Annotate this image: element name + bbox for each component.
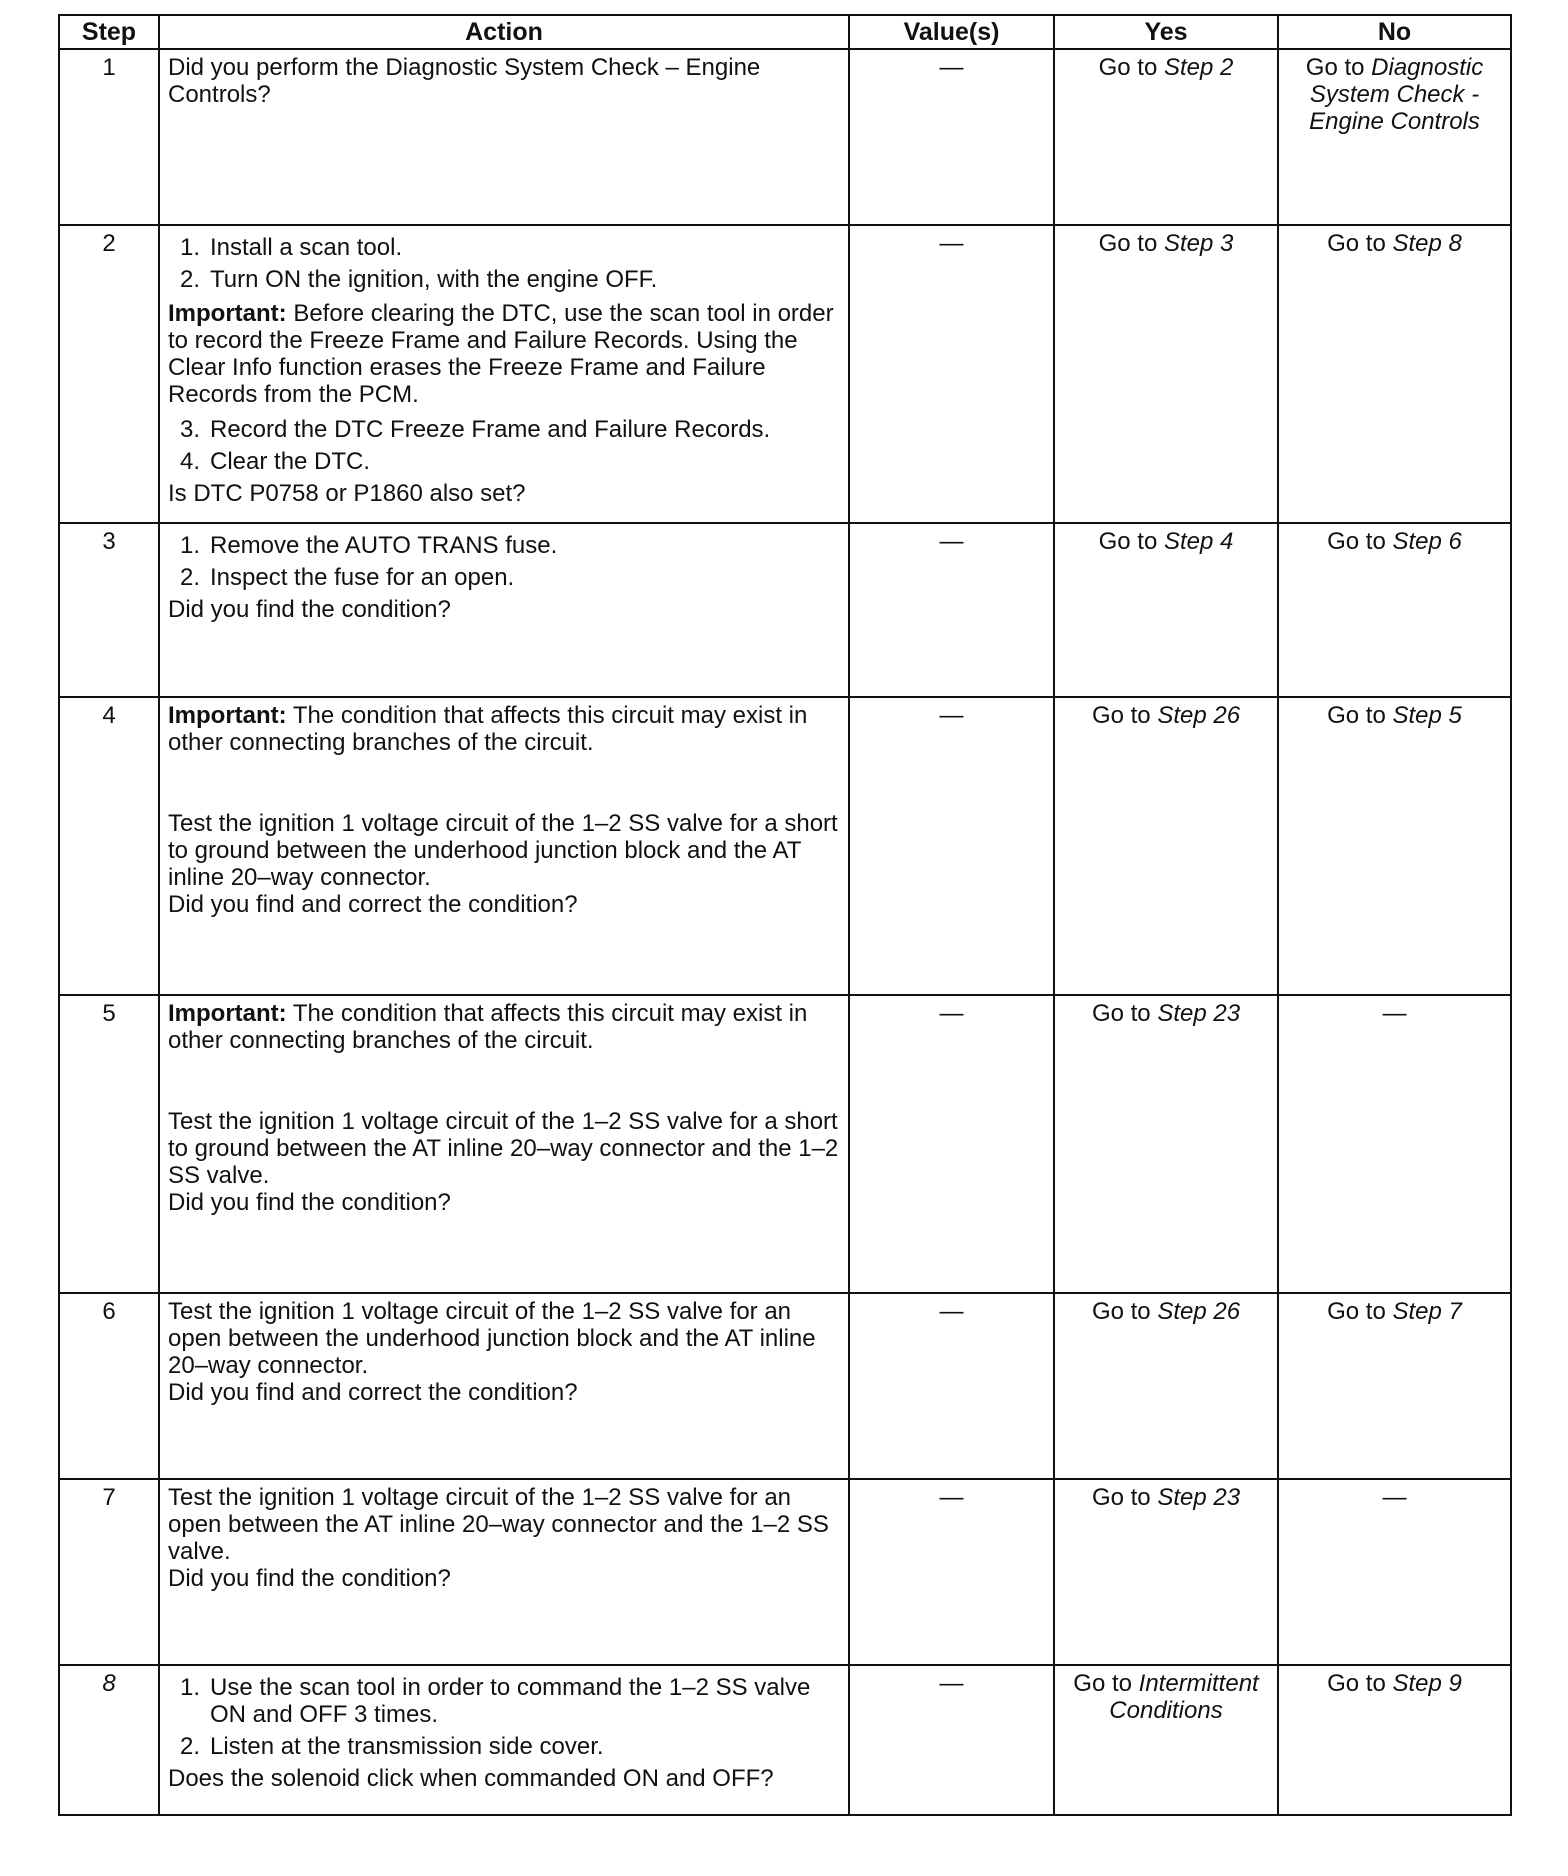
action-text: Test the ignition 1 voltage circuit of the 1–2 SS valve for an open between the underhood junction block and the AT inline 20–way connector. — [168, 1298, 816, 1379]
list-item: 2. Listen at the transmission side cover. — [179, 1733, 604, 1760]
list-item: 3. Record the DTC Freeze Frame and Failure Records. — [179, 416, 771, 443]
important-note: Important: Before clearing the DTC, use the scan tool in order to record the Freeze Frame and Failure Records. Using the Clear Info function erases the Freeze Frame and Failure Records from the PCM. — [168, 300, 834, 408]
no-goto: Go to Step 9 — [1327, 1670, 1462, 1697]
action-cell — [159, 225, 849, 523]
value-dash: — — [849, 49, 1054, 225]
header-no: No — [1278, 15, 1511, 49]
yes-cell — [1054, 1479, 1278, 1665]
table-row — [59, 697, 1511, 995]
list-item: 2. Inspect the fuse for an open. — [179, 564, 515, 591]
table-row — [59, 1665, 1511, 1815]
action-cell — [159, 49, 849, 225]
action-text: Test the ignition 1 voltage circuit of the 1–2 SS valve for a short to ground between the AT inline 20–way connector and the 1–2 SS valve. — [168, 1108, 839, 1189]
action-cell — [159, 523, 849, 697]
action-list — [168, 412, 840, 480]
step-number: 3 — [59, 523, 159, 697]
diagnostic-table — [58, 14, 1512, 1816]
yes-cell — [1054, 995, 1278, 1293]
action-cell — [159, 1293, 849, 1479]
table-row — [59, 225, 1511, 523]
list-item: 4. Clear the DTC. — [179, 448, 371, 475]
no-goto: Go to Step 5 — [1327, 702, 1462, 729]
action-list — [168, 1670, 840, 1765]
table-row — [59, 1293, 1511, 1479]
action-cell — [159, 1665, 849, 1815]
action-question: Did you find the condition? — [168, 596, 451, 623]
yes-goto: Go to Step 23 — [1091, 1000, 1241, 1027]
value-dash: — — [849, 1665, 1054, 1815]
yes-target: Step 3 — [1163, 230, 1234, 257]
yes-cell — [1054, 225, 1278, 523]
yes-cell — [1054, 1293, 1278, 1479]
list-item: 1. Install a scan tool. — [179, 234, 403, 261]
value-dash: — — [849, 523, 1054, 697]
no-goto: Go to Step 6 — [1327, 528, 1462, 555]
value-dash: — — [849, 697, 1054, 995]
action-question: Did you find and correct the condition? — [168, 1379, 578, 1406]
list-item: 1. Remove the AUTO TRANS fuse. — [179, 532, 558, 559]
action-list — [168, 528, 840, 596]
action-cell — [159, 995, 849, 1293]
no-cell — [1278, 523, 1511, 697]
action-text: Did you perform the Diagnostic System Check – Engine Controls? — [168, 54, 761, 108]
yes-goto: Go to Step 3 — [1098, 230, 1234, 257]
action-text: Test the ignition 1 voltage circuit of the 1–2 SS valve for an open between the AT inline 20–way connector and the 1–2 SS valve. — [168, 1484, 829, 1565]
list-item: 1. Use the scan tool in order to command the 1–2 SS valve ON and OFF 3 times. — [179, 1674, 811, 1728]
value-dash: — — [849, 995, 1054, 1293]
header-value: Value(s) — [849, 15, 1054, 49]
yes-cell — [1054, 523, 1278, 697]
step-number: 2 — [59, 225, 159, 523]
yes-target: Step 2 — [1163, 54, 1234, 81]
step-number: 5 — [59, 995, 159, 1293]
no-cell — [1278, 697, 1511, 995]
yes-goto: Go to Step 4 — [1098, 528, 1234, 555]
no-dash: — — [1278, 1479, 1511, 1665]
step-number: 6 — [59, 1293, 159, 1479]
action-cell — [159, 697, 849, 995]
important-note: Important: The condition that affects this circuit may exist in other connecting branches of the circuit. — [168, 1000, 808, 1054]
yes-cell — [1054, 697, 1278, 995]
no-goto: Go to Step 7 — [1327, 1298, 1462, 1325]
header-yes: Yes — [1054, 15, 1278, 49]
action-question: Did you find and correct the condition? — [168, 891, 578, 918]
yes-target: Step 26 — [1157, 1298, 1241, 1325]
step-number: 4 — [59, 697, 159, 995]
no-goto: Go to Diagnostic System Check - Engine Controls — [1305, 54, 1484, 135]
important-note: Important: The condition that affects this circuit may exist in other connecting branches of the circuit. — [168, 702, 808, 756]
action-question: Did you find the condition? — [168, 1189, 451, 1216]
no-target: Step 9 — [1392, 1670, 1462, 1697]
no-target: Step 7 — [1392, 1298, 1462, 1325]
action-text: Test the ignition 1 voltage circuit of the 1–2 SS valve for a short to ground between the underhood junction block and the AT inline 20–way connector. — [168, 810, 838, 891]
step-number: 1 — [59, 49, 159, 225]
no-cell — [1278, 49, 1511, 225]
action-list — [168, 230, 840, 298]
yes-goto: Go to Step 26 — [1091, 1298, 1241, 1325]
action-question: Does the solenoid click when commanded ON and OFF? — [168, 1765, 774, 1792]
yes-target: Step 23 — [1157, 1484, 1241, 1511]
table-row — [59, 523, 1511, 697]
header-step: Step — [59, 15, 159, 49]
yes-cell — [1054, 1665, 1278, 1815]
table-row — [59, 49, 1511, 225]
yes-target: Step 23 — [1157, 1000, 1241, 1027]
action-question: Is DTC P0758 or P1860 also set? — [168, 480, 526, 507]
value-dash: — — [849, 1293, 1054, 1479]
action-cell — [159, 1479, 849, 1665]
header-row — [59, 15, 1511, 49]
value-dash: — — [849, 225, 1054, 523]
yes-target: Step 4 — [1163, 528, 1234, 555]
yes-cell — [1054, 49, 1278, 225]
yes-goto: Go to Step 26 — [1091, 702, 1241, 729]
no-dash: — — [1278, 995, 1511, 1293]
no-target: Step 5 — [1392, 702, 1462, 729]
yes-goto: Go to Intermittent Conditions — [1073, 1670, 1259, 1724]
list-item: 2. Turn ON the ignition, with the engine OFF. — [179, 266, 658, 293]
table-row — [59, 1479, 1511, 1665]
value-dash: — — [849, 1479, 1054, 1665]
no-target: Step 8 — [1392, 230, 1462, 257]
no-cell — [1278, 225, 1511, 523]
no-goto: Go to Step 8 — [1327, 230, 1462, 257]
no-cell — [1278, 1665, 1511, 1815]
action-question: Did you find the condition? — [168, 1565, 451, 1592]
header-action: Action — [159, 15, 849, 49]
yes-target: Step 26 — [1157, 702, 1241, 729]
table-row — [59, 995, 1511, 1293]
yes-target: Intermittent Conditions — [1109, 1670, 1259, 1724]
no-target: Step 6 — [1392, 528, 1462, 555]
no-cell — [1278, 1293, 1511, 1479]
yes-goto: Go to Step 23 — [1091, 1484, 1241, 1511]
no-target: Diagnostic System Check - Engine Controls — [1309, 54, 1484, 135]
step-number: 8 — [59, 1665, 159, 1815]
yes-goto: Go to Step 2 — [1098, 54, 1234, 81]
step-number: 7 — [59, 1479, 159, 1665]
